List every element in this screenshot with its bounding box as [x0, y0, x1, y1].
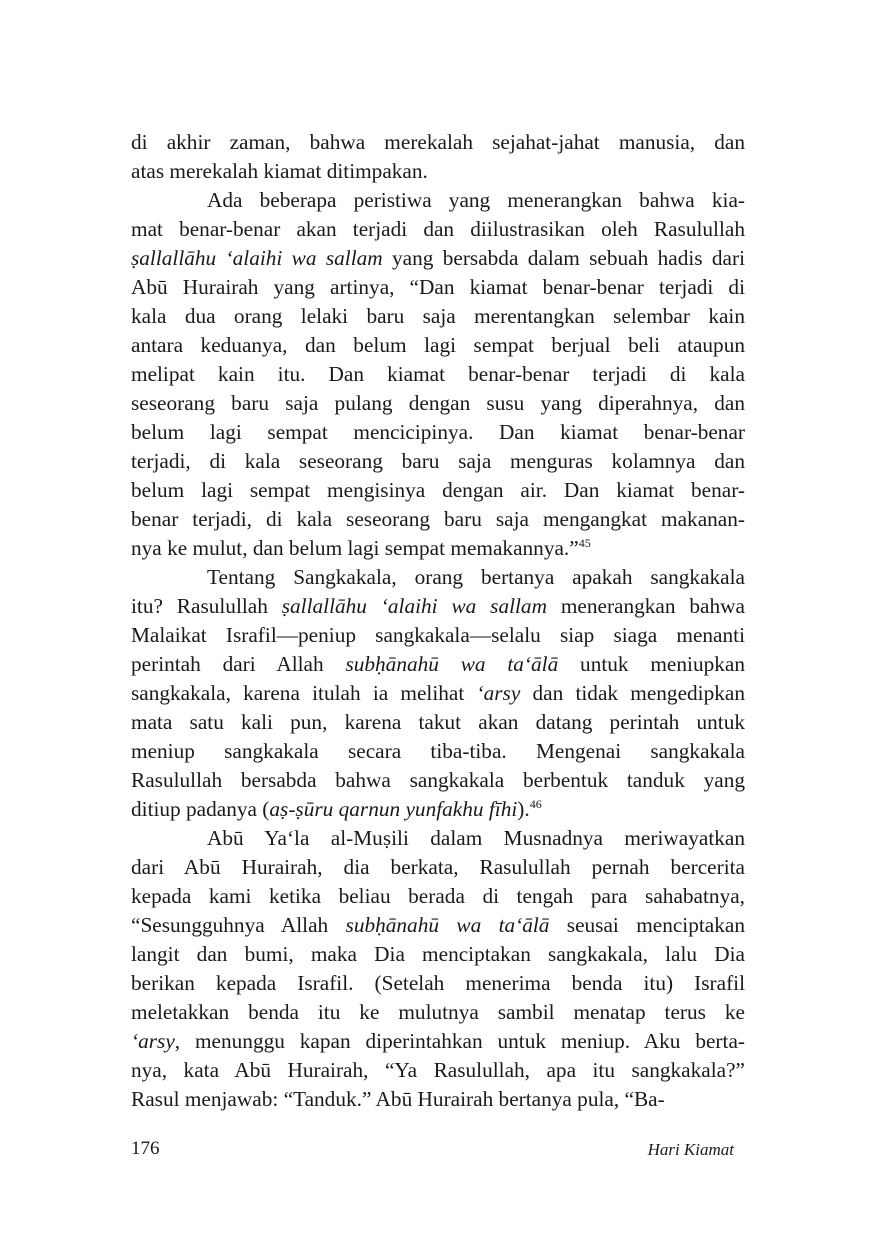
italic-term: aṣ-ṣūru qarnun yunfakhu fīhi [269, 797, 518, 821]
footnote-marker: 45 [578, 535, 591, 550]
text-run: itu? Rasulullah [131, 594, 282, 618]
text-run: kala dua orang lelaki baru saja merentangkan selembar kain [131, 304, 745, 328]
text-line [131, 447, 745, 476]
italic-term: ‘arsy [131, 1029, 175, 1053]
text-run: di akhir zaman, bahwa merekalah sejahat-jahat manusia, dan [131, 130, 745, 154]
text-run: terjadi, di kala seseorang baru saja menguras kolamnya dan [131, 449, 745, 473]
text-line [131, 1056, 745, 1085]
paragraph [131, 128, 745, 186]
text-run: nya, kata Abū Hurairah, “Ya Rasulullah, apa itu sangkakala?” [131, 1058, 745, 1082]
text-line [131, 534, 745, 563]
text-line [131, 273, 745, 302]
paragraph [131, 186, 745, 563]
text-run: Abū Hurairah yang artinya, “Dan kiamat benar-benar terjadi di [131, 275, 745, 299]
text-run: , menunggu kapan diperintahkan untuk meniup. Aku berta- [174, 1029, 745, 1053]
text-run: Rasul menjawab: “Tanduk.” Abū Hurairah bertanya pula, “Ba- [131, 1087, 665, 1111]
text-run: atas merekalah kiamat ditimpakan. [131, 159, 428, 183]
text-run: dari Abū Hurairah, dia berkata, Rasulullah pernah bercerita [131, 855, 745, 879]
text-line [131, 505, 745, 534]
text-line [131, 679, 745, 708]
text-line [131, 824, 745, 853]
text-line [131, 331, 745, 360]
italic-term: subḥānahū wa ta‘ālā [345, 913, 550, 937]
italic-term: ṣallallāhu ‘alaihi wa sallam [131, 246, 383, 270]
text-run: belum lagi sempat mencicipinya. Dan kiamat benar-benar [131, 420, 745, 444]
text-line [131, 940, 745, 969]
text-line [131, 244, 745, 273]
text-run: Rasulullah bersabda bahwa sangkakala berbentuk tanduk yang [131, 768, 745, 792]
text-run: mat benar-benar akan terjadi dan diilustrasikan oleh Rasulullah [131, 217, 745, 241]
text-line [131, 418, 745, 447]
text-run: menerangkan bahwa [546, 594, 745, 618]
text-run: perintah dari Allah [131, 652, 346, 676]
text-run: Ada beberapa peristiwa yang menerangkan bahwa kia- [207, 188, 745, 212]
text-run: langit dan bumi, maka Dia menciptakan sangkakala, lalu Dia [131, 942, 745, 966]
text-line [131, 737, 745, 766]
text-run: “Sesungguhnya Allah [131, 913, 346, 937]
text-run: benar terjadi, di kala seseorang baru saja mengangkat makanan- [131, 507, 745, 531]
text-line [131, 389, 745, 418]
text-line [131, 998, 745, 1027]
text-run: nya ke mulut, dan belum lagi sempat memakannya.” [131, 536, 579, 560]
text-line [131, 650, 745, 679]
text-line [131, 969, 745, 998]
text-line [131, 911, 745, 940]
text-run: sangkakala, karena itulah ia melihat [131, 681, 477, 705]
text-line [131, 476, 745, 505]
body-text [131, 128, 745, 1114]
text-line [131, 360, 745, 389]
text-run: Abū Ya‘la al-Muṣili dalam Musnadnya meriwayatkan [207, 826, 745, 850]
text-line [131, 215, 745, 244]
text-run: dan tidak mengedipkan [520, 681, 745, 705]
text-run: untuk meniupkan [558, 652, 745, 676]
text-run: meletakkan benda itu ke mulutnya sambil menatap terus ke [131, 1000, 745, 1024]
text-run: antara keduanya, dan belum lagi sempat berjual beli ataupun [131, 333, 745, 357]
paragraph [131, 824, 745, 1114]
running-title: Hari Kiamat [647, 1140, 734, 1159]
footnote-marker: 46 [529, 796, 542, 811]
text-run: yang bersabda dalam sebuah hadis dari [382, 246, 745, 270]
text-line [131, 592, 745, 621]
text-line [131, 1027, 745, 1056]
text-line [131, 882, 745, 911]
text-run: seseorang baru saja pulang dengan susu yang diperahnya, dan [131, 391, 745, 415]
text-line [131, 1085, 745, 1114]
text-line [131, 157, 745, 186]
text-run: ditiup padanya ( [131, 797, 270, 821]
text-run: belum lagi sempat mengisinya dengan air. Dan kiamat benar- [131, 478, 745, 502]
paragraph [131, 563, 745, 824]
text-run: berikan kepada Israfil. (Setelah menerima benda itu) Israfil [131, 971, 745, 995]
text-run: kepada kami ketika beliau berada di tengah para sahabatnya, [131, 884, 745, 908]
text-run: ). [517, 797, 530, 821]
italic-term: ṣallallāhu ‘alaihi wa sallam [281, 594, 547, 618]
text-run: mata satu kali pun, karena takut akan datang perintah untuk [131, 710, 745, 734]
text-line [131, 795, 745, 824]
text-run: seusai menciptakan [549, 913, 745, 937]
text-line [131, 563, 745, 592]
text-run: Tentang Sangkakala, orang bertanya apakah sangkakala [207, 565, 745, 589]
italic-term: subḥānahū wa ta‘ālā [345, 652, 559, 676]
text-line [131, 621, 745, 650]
text-line [131, 853, 745, 882]
text-line [131, 128, 745, 157]
italic-term: ‘arsy [476, 681, 521, 705]
text-line [131, 708, 745, 737]
text-line [131, 766, 745, 795]
text-run: Malaikat Israfil—peniup sangkakala—selalu siap siaga menanti [131, 623, 745, 647]
text-run: melipat kain itu. Dan kiamat benar-benar terjadi di kala [131, 362, 745, 386]
text-line [131, 302, 745, 331]
text-run: meniup sangkakala secara tiba-tiba. Mengenai sangkakala [131, 739, 745, 763]
page-number: 176 [131, 1138, 160, 1159]
text-line [131, 186, 745, 215]
